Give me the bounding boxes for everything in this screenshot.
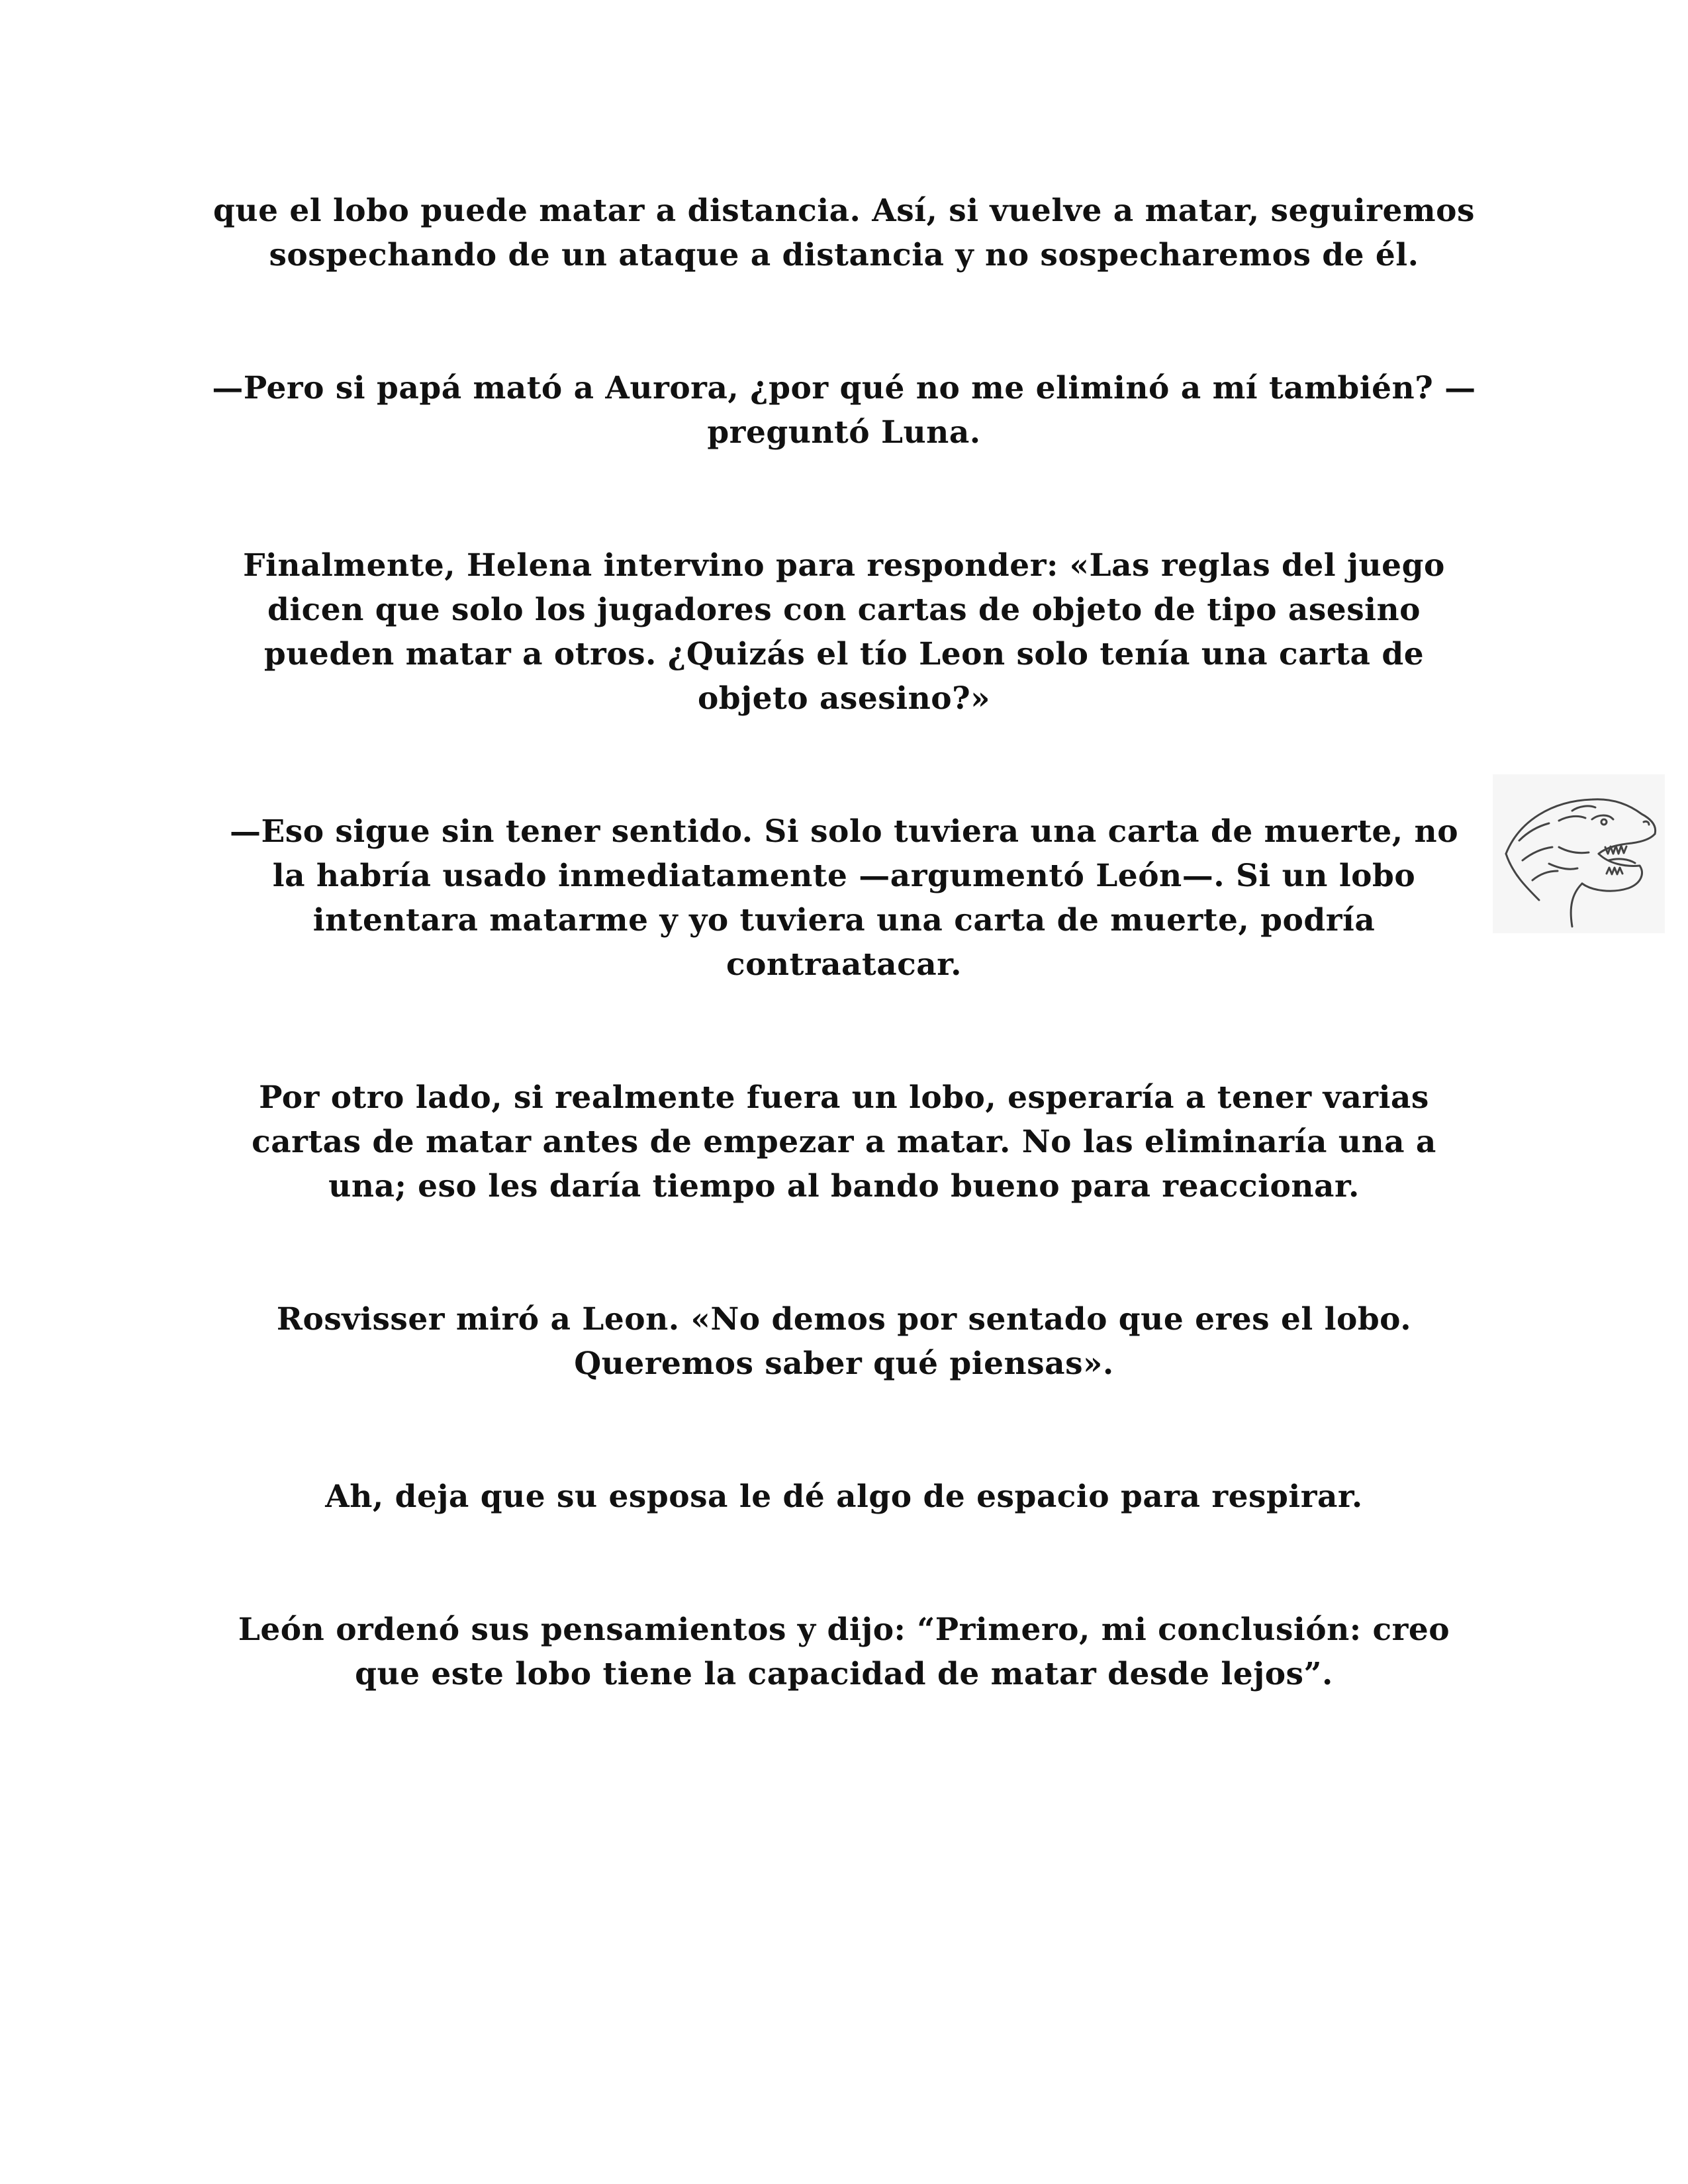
dinosaur-head-sketch-icon — [1493, 774, 1665, 933]
paragraph-2: —Pero si papá mató a Aurora, ¿por qué no me eliminó a mí también? —preguntó Luna. — [212, 370, 1476, 451]
paragraph-6: Rosvisser miró a Leon. «No demos por sentado que eres el lobo. Queremos saber qué piensas». — [276, 1301, 1412, 1382]
paragraph-4: —Eso sigue sin tener sentido. Si solo tuviera una carta de muerte, no la habría usado inmediatamente —argumentó León—. Si un lobo intentara matarme y yo tuviera una carta de muerte, podría contraatacar. — [229, 813, 1459, 983]
paragraph-3: Finalmente, Helena intervino para responder: «Las reglas del juego dicen que solo los jugadores con cartas de objeto de tipo asesino pueden matar a otros. ¿Quizás el tío Leon solo tenía una carta de objeto asesino?» — [243, 547, 1445, 717]
paragraph-1: que el lobo puede matar a distancia. Así, si vuelve a matar, seguiremos sospechando de un ataque a distancia y no sospecharemos de él. — [213, 193, 1475, 273]
paragraph-5: Por otro lado, si realmente fuera un lobo, esperaría a tener varias cartas de matar antes de empezar a matar. No las eliminaría una a una; eso les daría tiempo al bando bueno para reaccionar. — [252, 1079, 1436, 1205]
text-body — [212, 189, 1476, 1696]
paragraph-8: León ordenó sus pensamientos y dijo: “Primero, mi conclusión: creo que este lobo tiene la capacidad de matar desde lejos”. — [238, 1612, 1450, 1692]
paragraph-7: Ah, deja que su esposa le dé algo de espacio para respirar. — [325, 1479, 1363, 1515]
